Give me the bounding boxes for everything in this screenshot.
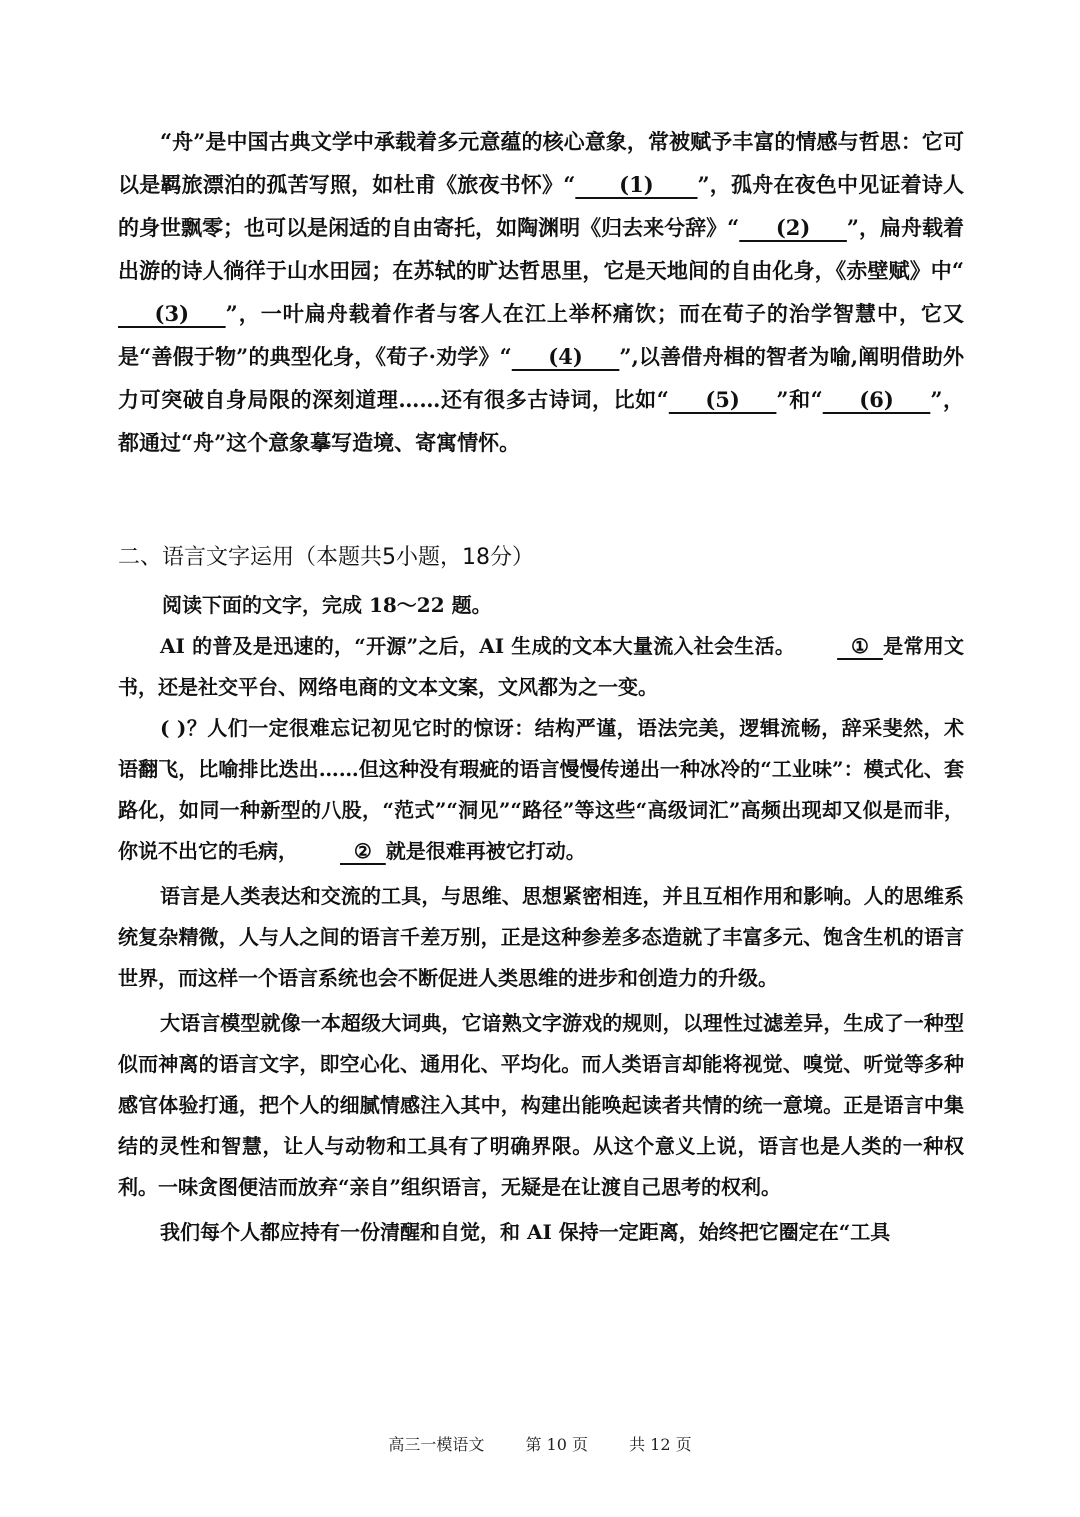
blank-1[interactable]: (1) (575, 172, 698, 197)
blank-3[interactable]: (3) (118, 301, 226, 326)
reading-passage (118, 626, 964, 1253)
blank-circled-2[interactable]: ② (340, 839, 386, 863)
blank-6[interactable]: (6) (822, 387, 931, 412)
footer-total-pages: 共 12 页 (629, 1435, 692, 1454)
footer-page-number: 第 10 页 (525, 1435, 588, 1454)
text-segment: “舟”是中国古典文学中承载着多元意蕴的核心意象，常被赋予丰富的情感与哲思：它可以是羁旅漂泊的孤苦写照，如杜甫《旅夜书怀》“ (118, 129, 964, 197)
passage-paragraph-3: 语言是人类表达和交流的工具，与思维、思想紧密相连，并且互相作用和影响。人的思维系统复杂精微，人与人之间的语言千差万别，正是这种参差多态造就了丰富多元、饱含生机的语言世界，而这样一个语言系统也会不断促进人类思维的进步和创造力的升级。 (118, 884, 964, 990)
text-segment: AI 的普及是迅速的，“开源”之后，AI 生成的文本大量流入社会生活。 (160, 634, 796, 658)
text-segment: 是常用文书，还是社交平台、网络电商的文本文案，文风都为之一变。 (118, 634, 964, 699)
blank-2[interactable]: (2) (739, 215, 847, 240)
section-title: 二、语言文字运用（本题共5小题，18分） (118, 545, 534, 570)
passage-paragraph-2 (118, 708, 964, 872)
text-segment: 就是很难再被它打动。 (385, 839, 586, 863)
text-segment: ”，扁舟载着出游的诗人徜徉于山水田园；在苏轼的旷达哲思里，它是天地间的自由化身，《赤壁赋》中“ (118, 215, 964, 283)
text-segment: ”和“ (776, 387, 823, 412)
poem-fill-paragraph (118, 120, 964, 464)
text-segment: ( )？人们一定很难忘记初见它时的惊讶：结构严谨，语法完美，逻辑流畅，辞采斐然，术语翻飞，比喻排比迭出……但这种没有瑕疵的语言慢慢传递出一种冰冷的“工业味”：模式化、套路化，如同一种新型的八股，“范式”“洞见”“路径”等这些“高级词汇”高频出现却又似是而非，你说不出它的毛病， (118, 716, 964, 863)
blank-4[interactable]: (4) (511, 344, 620, 369)
text-segment: ”，一叶扁舟载着作者与客人在江上举杯痛饮；而在荀子的治学智慧中，它又是“善假于物”的典型化身，《荀子·劝学》“ (118, 301, 964, 369)
blank-circled-1[interactable]: ① (837, 634, 883, 658)
text-segment: ”，都通过“舟”这个意象摹写造境、寄寓情怀。 (118, 387, 964, 455)
page-footer (0, 1432, 1080, 1455)
instruction: 阅读下面的文字，完成 18～22 题。 (162, 593, 492, 617)
blank-5[interactable]: (5) (668, 387, 777, 412)
text-segment: ”，孤舟在夜色中见证着诗人的身世飘零；也可以是闲适的自由寄托，如陶渊明《归去来兮辞》“ (118, 172, 965, 240)
passage-paragraph-5: 我们每个人都应持有一份清醒和自觉，和 AI 保持一定距离，始终把它圈定在“工具 (160, 1220, 891, 1244)
passage-paragraph-4: 大语言模型就像一本超级大词典，它谙熟文字游戏的规则，以理性过滤差异，生成了一种型似而神离的语言文字，即空心化、通用化、平均化。而人类语言却能将视觉、嗅觉、听觉等多种感官体验打通，把个人的细腻情感注入其中，构建出能唤起读者共情的统一意境。正是语言中集结的灵性和智慧，让人与动物和工具有了明确界限。从这个意义上说，语言也是人类的一种权利。一味贪图便洁而放弃“亲自”组织语言，无疑是在让渡自己思考的权利。 (118, 1011, 964, 1199)
footer-subject: 高三一模语文 (388, 1435, 485, 1454)
text-segment: ”,以善借舟楫的智者为喻,阐明借助外力可突破自身局限的深刻道理……还有很多古诗词，比如“ (118, 344, 965, 412)
passage-paragraph-1 (118, 626, 964, 708)
